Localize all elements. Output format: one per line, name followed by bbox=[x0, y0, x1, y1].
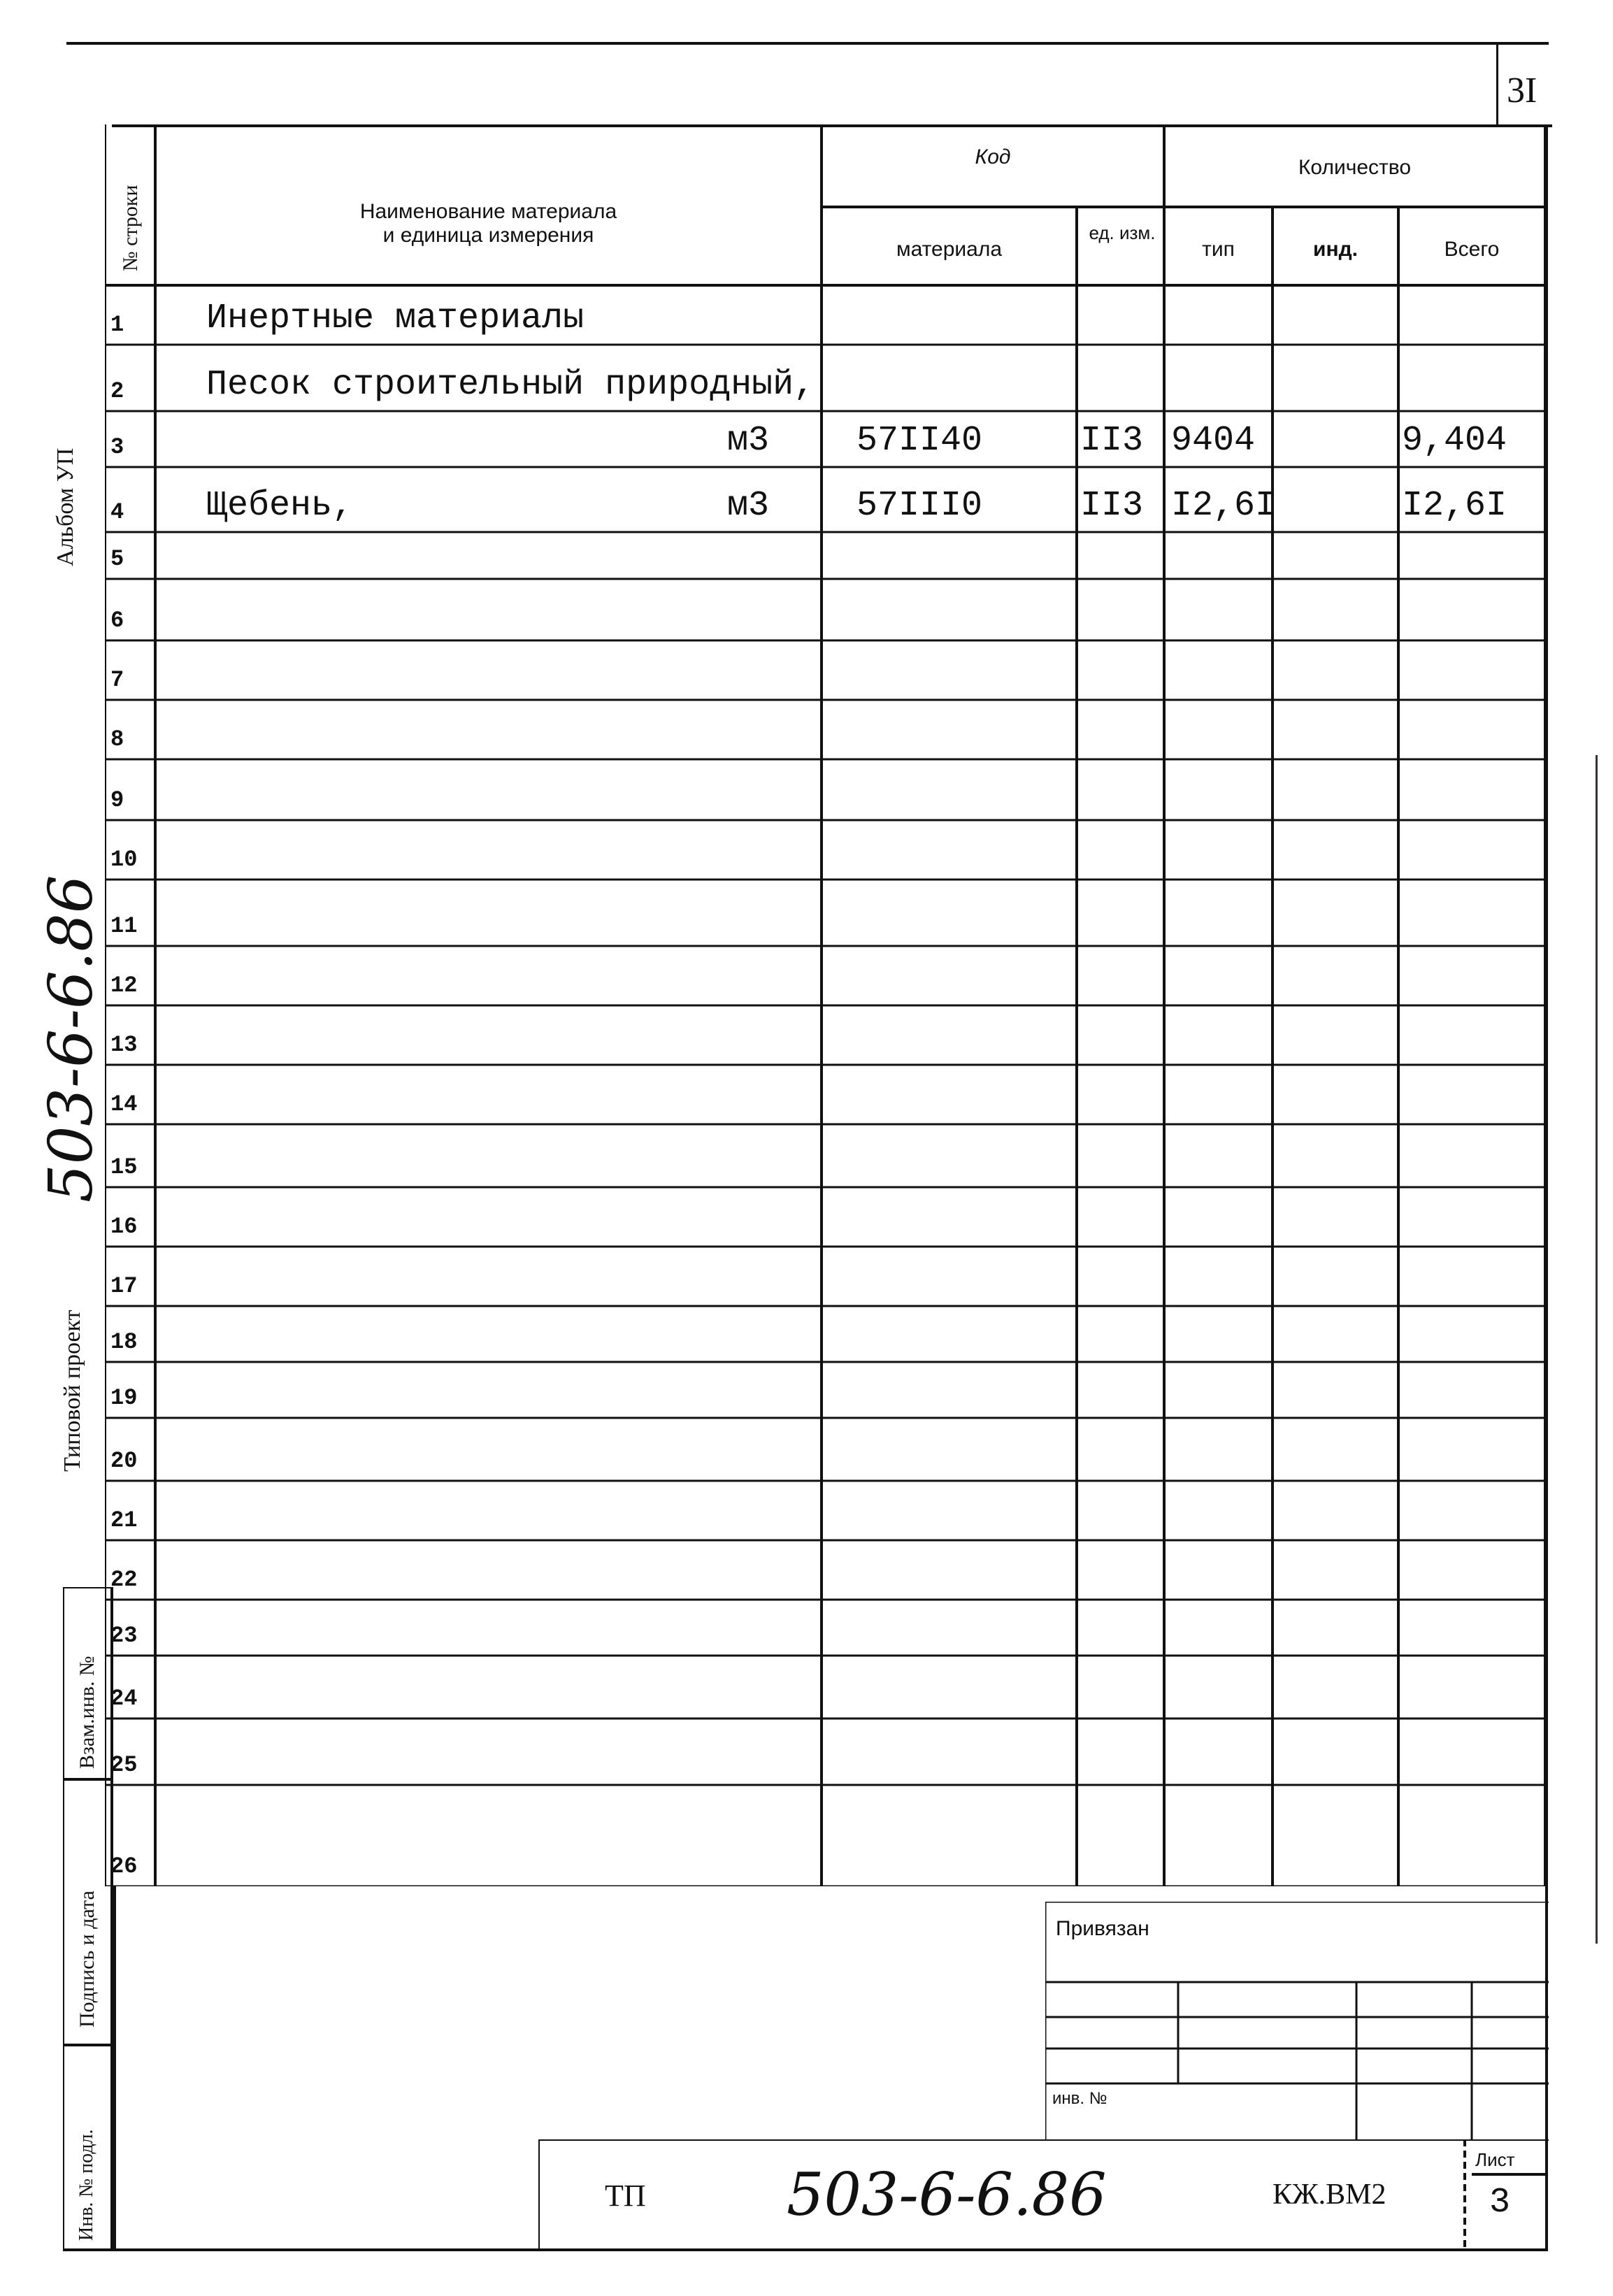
table-row bbox=[105, 285, 1545, 345]
row-number: 6 bbox=[110, 608, 124, 633]
row-number: 22 bbox=[110, 1567, 138, 1593]
row-number: 15 bbox=[110, 1154, 138, 1180]
table-row bbox=[105, 1540, 1545, 1600]
table-row bbox=[105, 411, 1545, 467]
row-name: Щебень, bbox=[206, 486, 354, 526]
table-row bbox=[105, 1247, 1545, 1306]
row-number: 1 bbox=[110, 312, 124, 338]
table-row bbox=[105, 1362, 1545, 1418]
row-number: 5 bbox=[110, 546, 124, 572]
row-number: 13 bbox=[110, 1032, 138, 1058]
table-row bbox=[105, 579, 1545, 640]
row-number: 18 bbox=[110, 1329, 138, 1355]
row-number: 10 bbox=[110, 847, 138, 873]
header-ind: инд. bbox=[1313, 238, 1358, 261]
row-number: 7 bbox=[110, 667, 124, 693]
table-row bbox=[105, 759, 1545, 820]
header-name bbox=[155, 200, 822, 247]
row-code: 57III0 bbox=[856, 486, 983, 526]
left-lower-frame bbox=[113, 1886, 116, 2250]
header-name-line2: и единица измерения bbox=[382, 224, 594, 247]
row-name: Инертные материалы bbox=[206, 299, 585, 338]
privyazan-stamp bbox=[1045, 1902, 1549, 2139]
row-type: I2,6I bbox=[1171, 486, 1277, 526]
row-name: Песок строительный природный, bbox=[206, 365, 815, 405]
table-row bbox=[105, 1719, 1545, 1785]
privyazan-label: Привязан bbox=[1056, 1917, 1149, 1940]
table-row bbox=[105, 820, 1545, 880]
tp-label: ТП bbox=[605, 2179, 646, 2213]
table-row bbox=[105, 1481, 1545, 1540]
table-row bbox=[105, 1065, 1545, 1124]
header-quantity: Количество bbox=[1298, 156, 1412, 179]
table-row bbox=[105, 1306, 1545, 1362]
row-number: 21 bbox=[110, 1507, 138, 1533]
side-album: Альбом УП bbox=[52, 447, 78, 566]
table-row bbox=[105, 467, 1545, 532]
row-number: 19 bbox=[110, 1385, 138, 1411]
row-number: 9 bbox=[110, 787, 124, 813]
table-row bbox=[105, 880, 1545, 946]
row-number: 26 bbox=[110, 1853, 138, 1879]
row-number: 14 bbox=[110, 1091, 138, 1117]
table-row bbox=[105, 1005, 1545, 1065]
row-number: 2 bbox=[110, 378, 124, 404]
side-typical-project: Типовой проект bbox=[59, 1310, 85, 1472]
row-number: 25 bbox=[110, 1752, 138, 1778]
header-code: Код bbox=[975, 145, 1011, 168]
row-total: 9,404 bbox=[1402, 421, 1507, 461]
sheet-label: Лист bbox=[1475, 2149, 1515, 2170]
row-unit-label: м3 bbox=[727, 486, 770, 526]
row-number: 23 bbox=[110, 1623, 138, 1649]
row-code: 57II40 bbox=[856, 421, 983, 461]
left-stamp bbox=[63, 1587, 113, 2251]
title-block bbox=[538, 2139, 1549, 2251]
row-number: 20 bbox=[110, 1448, 138, 1474]
header-type: тип bbox=[1202, 238, 1235, 261]
table-row bbox=[105, 1785, 1545, 1886]
material-table bbox=[105, 124, 1545, 1886]
row-total: I2,6I bbox=[1402, 486, 1507, 526]
table-row bbox=[105, 640, 1545, 700]
row-number: 4 bbox=[110, 499, 124, 525]
table-row bbox=[105, 1656, 1545, 1719]
row-number: 11 bbox=[110, 913, 138, 939]
top-rule bbox=[66, 42, 1549, 45]
inv-no-label: инв. № bbox=[1052, 2089, 1107, 2108]
pagenum-left bbox=[1496, 42, 1498, 127]
doc-code: КЖ.ВМ2 bbox=[1273, 2179, 1386, 2211]
right-frame-outer bbox=[1596, 755, 1598, 1944]
row-type: 9404 bbox=[1171, 421, 1256, 461]
header-unit: ед. изм. bbox=[1089, 222, 1156, 243]
row-number: 24 bbox=[110, 1686, 138, 1712]
table-row bbox=[105, 946, 1545, 1005]
side-inv: Инв. № подл. bbox=[76, 2129, 97, 2241]
row-number: 8 bbox=[110, 726, 124, 752]
header-material: материала bbox=[896, 238, 1003, 261]
table-row bbox=[105, 532, 1545, 579]
sheet-number: 3 bbox=[1489, 2183, 1511, 2223]
header-name-line1: Наименование материала bbox=[359, 200, 617, 223]
row-number: 16 bbox=[110, 1214, 138, 1240]
row-number: 17 bbox=[110, 1273, 138, 1299]
row-unit: II3 bbox=[1080, 421, 1144, 461]
page-number: 3I bbox=[1507, 71, 1537, 110]
row-number: 3 bbox=[110, 434, 124, 460]
table-row bbox=[105, 345, 1545, 411]
row-unit-label: м3 bbox=[727, 421, 770, 461]
header-total: Всего bbox=[1444, 238, 1500, 261]
table-row bbox=[105, 1124, 1545, 1187]
side-vzam: Взам.инв. № bbox=[76, 1656, 99, 1769]
table-row bbox=[105, 700, 1545, 759]
side-project-number: 503-6-6.86 bbox=[36, 875, 106, 1203]
title-project-number: 503-6-6.86 bbox=[787, 2160, 1107, 2229]
row-unit: II3 bbox=[1080, 486, 1144, 526]
side-podpis: Подпись и дата bbox=[76, 1890, 99, 2028]
table-row bbox=[105, 1600, 1545, 1656]
row-number: 12 bbox=[110, 973, 138, 998]
table-row bbox=[105, 1418, 1545, 1481]
header-row-no: № строки bbox=[119, 185, 142, 271]
table-row bbox=[105, 1187, 1545, 1247]
